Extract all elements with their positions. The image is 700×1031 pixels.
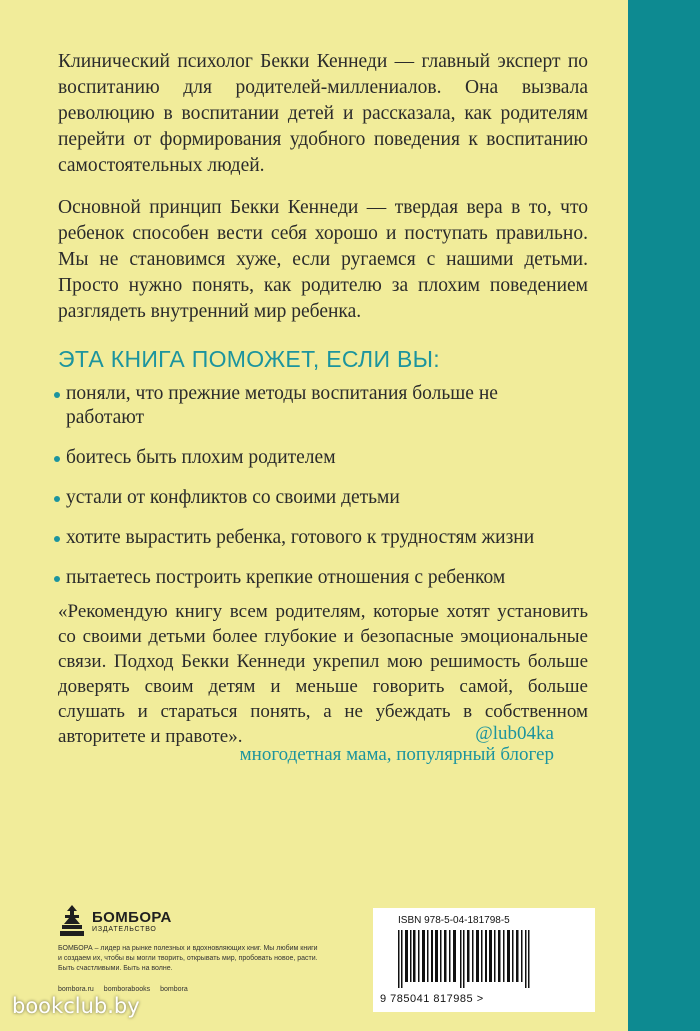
benefits-heading: ЭТА КНИГА ПОМОЖЕТ, ЕСЛИ ВЫ: <box>58 346 440 372</box>
social-handle: bombora <box>160 986 188 993</box>
intro-paragraph-2: Основной принцип Бекки Кеннеди — твердая вера в то, что ребенок способен вести себя хорошо и поступать правильно. Мы не становимся хуже, если ругаемся с нашими детьми. Просто нужно понять, как родителю за плохим поведением разглядеть внутренний мир ребенка. <box>58 197 588 322</box>
testimonial-handle: @lub04ka <box>475 723 554 744</box>
benefit-item <box>54 382 574 430</box>
benefit-item <box>54 566 574 590</box>
bullet-dot-icon <box>54 536 60 542</box>
benefit-item <box>54 526 574 550</box>
bullet-dot-icon <box>54 456 60 462</box>
benefit-text: пытаетесь построить крепкие отношения с ребенком <box>66 567 506 588</box>
barcode-icon <box>398 930 530 988</box>
bullet-dot-icon <box>54 576 60 582</box>
social-site: bombora.ru <box>58 986 94 993</box>
isbn-label: ISBN 978-5-04-181798-5 <box>398 915 510 926</box>
bombora-logo-icon <box>58 904 86 938</box>
benefit-text: боитесь быть плохим родителем <box>66 447 336 468</box>
bullet-dot-icon <box>54 496 60 502</box>
watermark: bookclub.by <box>12 994 140 1018</box>
intro-paragraph-1: Клинический психолог Бекки Кеннеди — главный эксперт по воспитанию для родителей-миллениалов. Она вызвала революцию в воспитании детей и рассказала, как родителям перейти от формирования удобного поведения к воспитанию самостоятельных людей. <box>58 51 588 176</box>
benefit-text: хотите вырастить ребенка, готового к трудностям жизни <box>66 527 535 548</box>
publisher-subtitle: ИЗДАТЕЛЬСТВО <box>92 926 157 933</box>
testimonial-author: многодетная мама, популярный блогер <box>239 744 554 765</box>
testimonial-quote: «Рекомендую книгу всем родителям, которые хотят установить со своими детьми более глубокие и безопасные эмоциональные связи. Подход Бекки Кеннеди укрепил мою решимость больше доверять своим детям и меньше говорить самой, больше слушать и стараться понять, а не убеждать в собственном авторитете и правоте». <box>58 601 588 747</box>
benefit-text: поняли, что прежние методы воспитания больше не работают <box>66 383 498 428</box>
publisher-blurb: БОМБОРА – лидер на рынке полезных и вдохновляющих книг. Мы любим книги и создаем их, чтобы вы могли творить, открывать мир, пробовать новое, расти. Быть счастливыми. Быть на волне. <box>58 945 318 972</box>
publisher-socials <box>58 986 188 993</box>
benefit-item <box>54 486 574 510</box>
social-books: bomborabooks <box>103 986 151 993</box>
teal-spine-strip <box>628 0 700 1031</box>
benefits-list <box>54 382 574 606</box>
benefit-item <box>54 446 574 470</box>
bullet-dot-icon <box>54 392 60 398</box>
publisher-name: БОМБОРА <box>92 909 172 926</box>
barcode-digits: 9 785041 817985 > <box>380 993 484 1005</box>
benefit-text: устали от конфликтов со своими детьми <box>66 487 400 508</box>
